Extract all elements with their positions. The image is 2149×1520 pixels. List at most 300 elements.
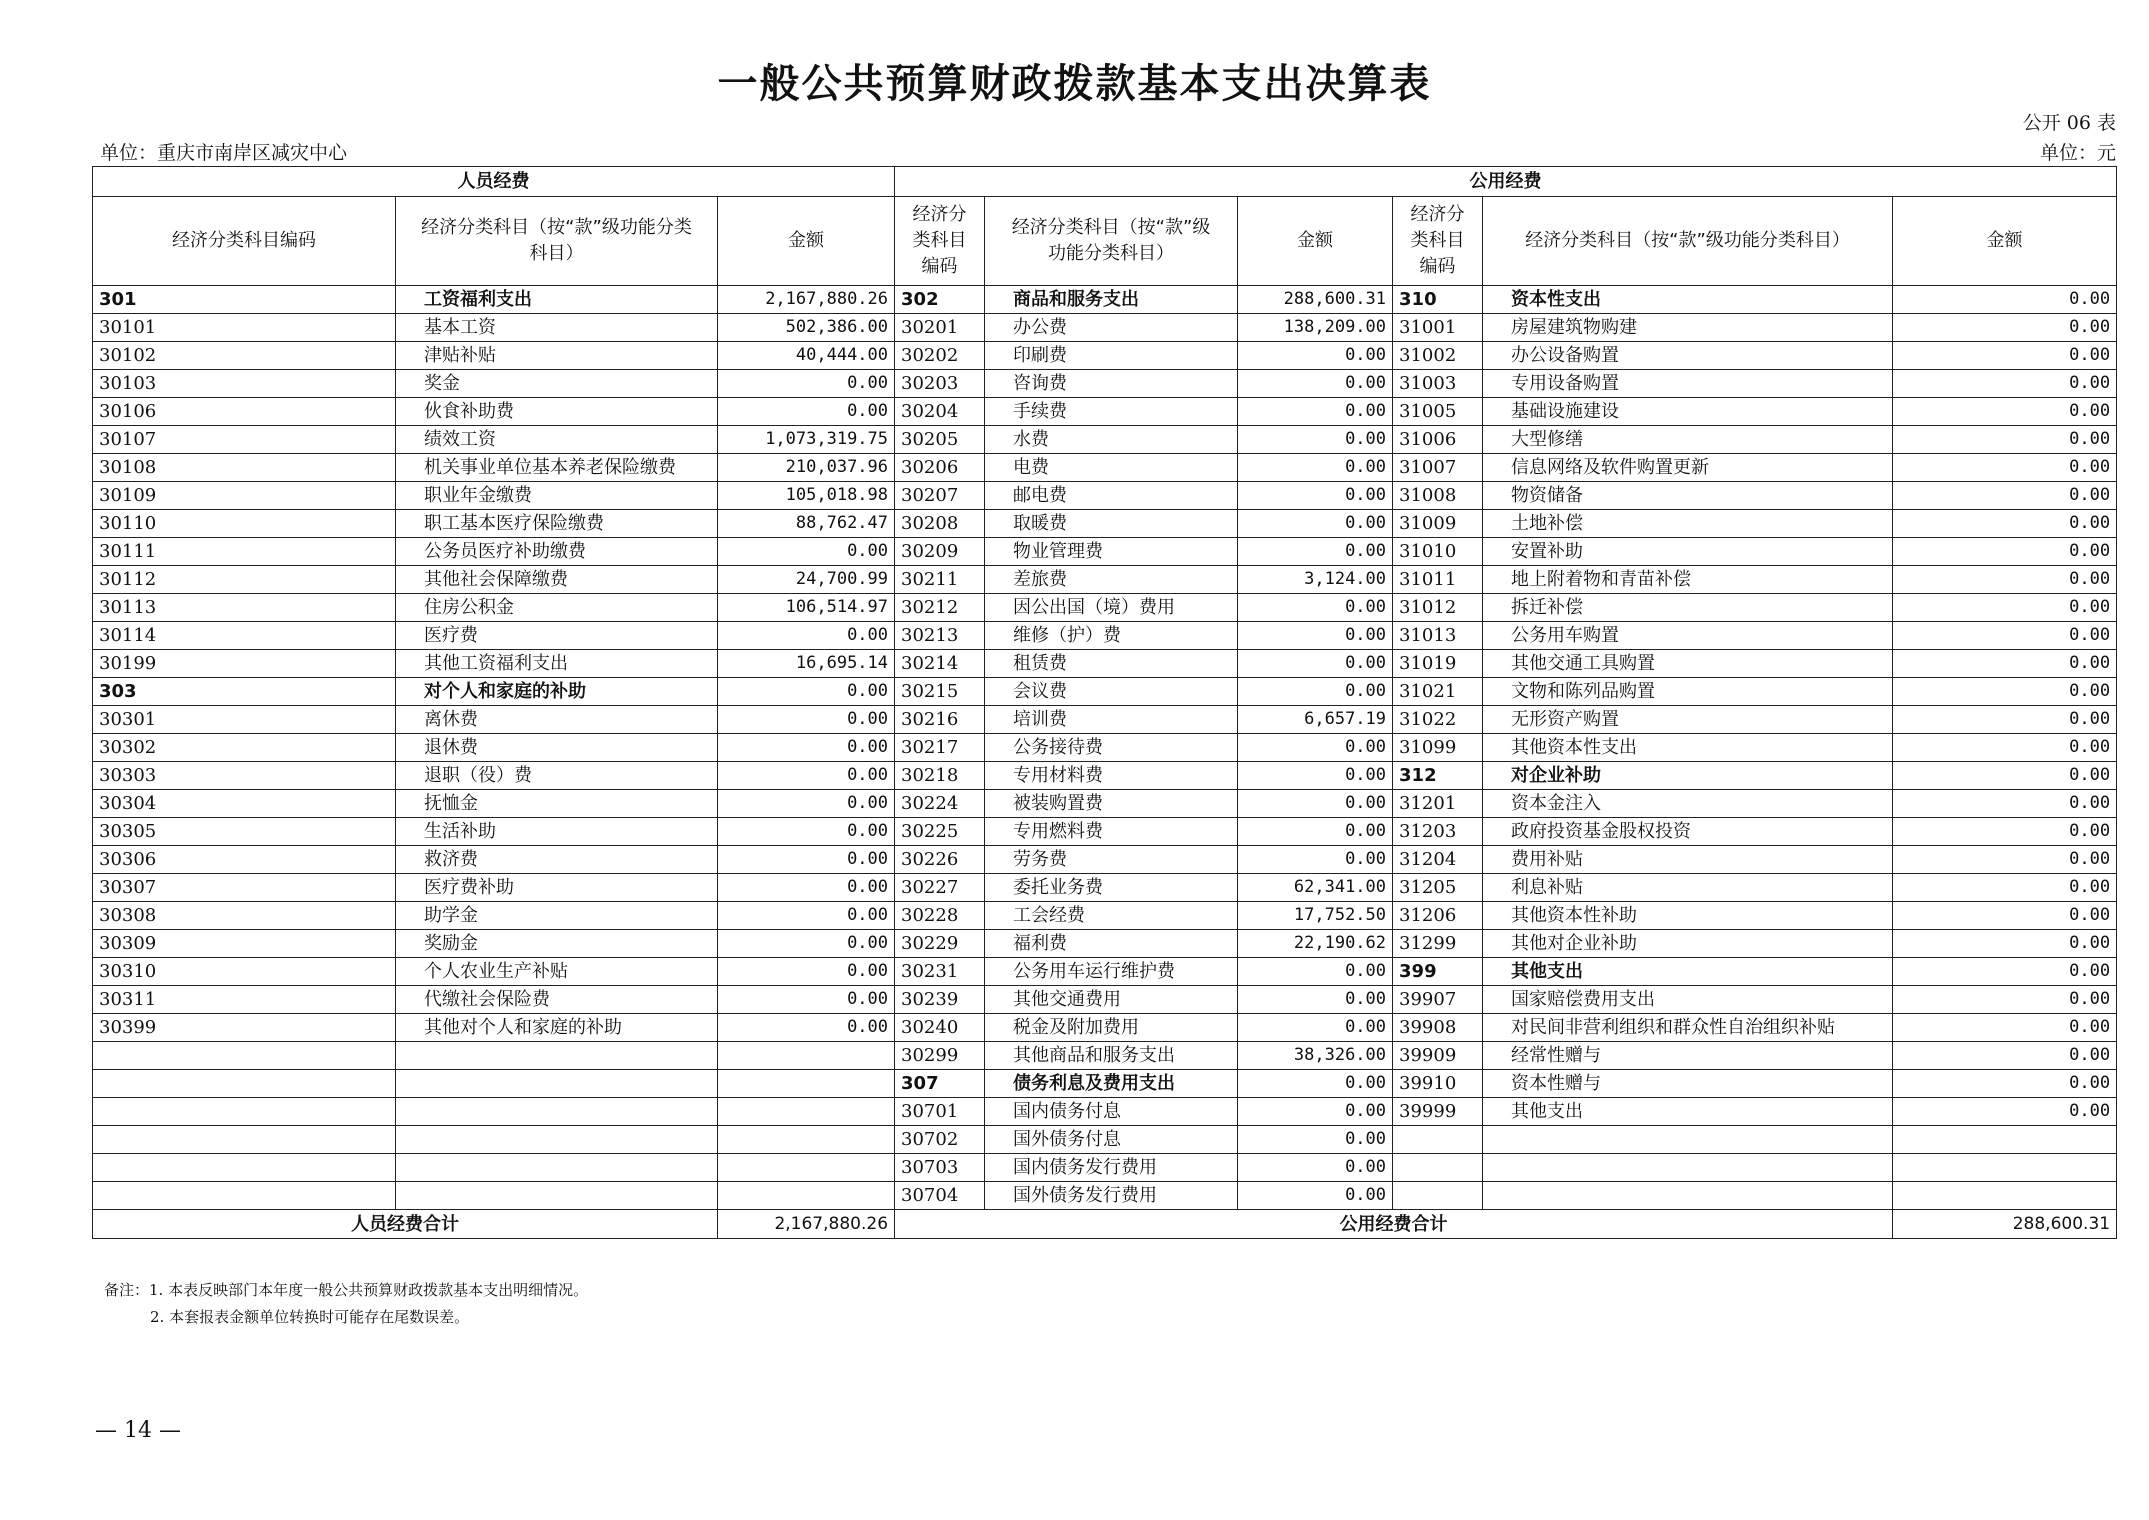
personnel-amount-cell: 0.00: [718, 930, 895, 958]
table-row: [93, 454, 2117, 482]
capital-code-cell: 31022: [1393, 706, 1483, 734]
personnel-amount-cell: 0.00: [718, 902, 895, 930]
notes: [104, 1277, 588, 1331]
table-row: [93, 706, 2117, 734]
capital-code-cell: 31002: [1393, 342, 1483, 370]
personnel-code-cell: 30111: [93, 538, 396, 566]
goods-name-cell: 国外债务付息: [985, 1126, 1238, 1154]
capital-amount-cell: 0.00: [1893, 454, 2117, 482]
personnel-amount-cell: 0.00: [718, 538, 895, 566]
table-row: [93, 678, 2117, 706]
capital-code-cell: 31010: [1393, 538, 1483, 566]
table-row: [93, 314, 2117, 342]
personnel-name-cell: 对个人和家庭的补助: [396, 678, 718, 706]
goods-name-cell: 水费: [985, 426, 1238, 454]
personnel-code-cell: 30109: [93, 482, 396, 510]
capital-name-cell: 拆迁补偿: [1483, 594, 1893, 622]
capital-name-cell: 资本性支出: [1483, 286, 1893, 314]
goods-code-cell: 30224: [895, 790, 985, 818]
table-row: [93, 1126, 2117, 1154]
goods-code-cell: 30208: [895, 510, 985, 538]
capital-code-cell: 39908: [1393, 1014, 1483, 1042]
organization-unit: 单位：重庆市南岸区减灾中心: [100, 142, 348, 164]
goods-amount-cell: 0.00: [1238, 1126, 1393, 1154]
goods-name-cell: 工会经费: [985, 902, 1238, 930]
capital-code-cell: 399: [1393, 958, 1483, 986]
goods-name-cell: 取暖费: [985, 510, 1238, 538]
header-capital-name: 经济分类科目（按“款”级功能分类科目）: [1483, 197, 1893, 286]
capital-code-cell: 312: [1393, 762, 1483, 790]
personnel-name-cell: 离休费: [396, 706, 718, 734]
header-capital-amount: 金额: [1893, 197, 2117, 286]
capital-amount-cell: 0.00: [1893, 1098, 2117, 1126]
capital-name-cell: 其他支出: [1483, 1098, 1893, 1126]
personnel-amount-cell: 0.00: [718, 398, 895, 426]
note-2: 2. 本套报表金额单位转换时可能存在尾数误差。: [150, 1308, 470, 1326]
goods-amount-cell: 0.00: [1238, 594, 1393, 622]
capital-name-cell: 安置补助: [1483, 538, 1893, 566]
personnel-code-cell: 30110: [93, 510, 396, 538]
personnel-name-cell: 助学金: [396, 902, 718, 930]
capital-amount-cell: 0.00: [1893, 314, 2117, 342]
personnel-name-cell: 伙食补助费: [396, 398, 718, 426]
goods-name-cell: 国内债务付息: [985, 1098, 1238, 1126]
goods-name-cell: 委托业务费: [985, 874, 1238, 902]
goods-amount-cell: 3,124.00: [1238, 566, 1393, 594]
capital-code-cell: 39910: [1393, 1070, 1483, 1098]
personnel-amount-cell: 502,386.00: [718, 314, 895, 342]
capital-code-cell: 31206: [1393, 902, 1483, 930]
personnel-name-cell: 津贴补贴: [396, 342, 718, 370]
capital-name-cell: 其他资本性补助: [1483, 902, 1893, 930]
goods-name-cell: 商品和服务支出: [985, 286, 1238, 314]
group-header-row: [93, 167, 2117, 197]
personnel-code-cell: 30107: [93, 426, 396, 454]
goods-amount-cell: 0.00: [1238, 1182, 1393, 1210]
goods-code-cell: 30202: [895, 342, 985, 370]
goods-amount-cell: 0.00: [1238, 398, 1393, 426]
goods-amount-cell: 0.00: [1238, 454, 1393, 482]
table-row: [93, 538, 2117, 566]
capital-code-cell: 31006: [1393, 426, 1483, 454]
goods-name-cell: 因公出国（境）费用: [985, 594, 1238, 622]
capital-amount-cell: 0.00: [1893, 762, 2117, 790]
personnel-amount-cell: 2,167,880.26: [718, 286, 895, 314]
personnel-code-cell: 30303: [93, 762, 396, 790]
personnel-name-cell: 其他社会保障缴费: [396, 566, 718, 594]
table-row: [93, 622, 2117, 650]
personnel-code-cell: 30310: [93, 958, 396, 986]
personnel-amount-cell: 0.00: [718, 1014, 895, 1042]
table-row: [93, 1042, 2117, 1070]
capital-name-cell: 基础设施建设: [1483, 398, 1893, 426]
goods-amount-cell: 0.00: [1238, 986, 1393, 1014]
goods-code-cell: 30217: [895, 734, 985, 762]
personnel-amount-cell: 24,700.99: [718, 566, 895, 594]
capital-code-cell: [1393, 1126, 1483, 1154]
goods-code-cell: 30701: [895, 1098, 985, 1126]
personnel-name-cell: 奖金: [396, 370, 718, 398]
personnel-amount-cell: [718, 1154, 895, 1182]
capital-code-cell: 31021: [1393, 678, 1483, 706]
table-row: [93, 846, 2117, 874]
personnel-amount-cell: 0.00: [718, 370, 895, 398]
goods-name-cell: 印刷费: [985, 342, 1238, 370]
goods-code-cell: 30213: [895, 622, 985, 650]
personnel-name-cell: 生活补助: [396, 818, 718, 846]
capital-name-cell: 办公设备购置: [1483, 342, 1893, 370]
totals-row: [93, 1210, 2117, 1239]
personnel-amount-cell: 0.00: [718, 678, 895, 706]
capital-amount-cell: [1893, 1154, 2117, 1182]
goods-amount-cell: 0.00: [1238, 538, 1393, 566]
public-total-label: 公用经费合计: [895, 1210, 1893, 1239]
table-row: [93, 1098, 2117, 1126]
capital-amount-cell: 0.00: [1893, 790, 2117, 818]
personnel-code-cell: 30311: [93, 986, 396, 1014]
capital-name-cell: [1483, 1182, 1893, 1210]
personnel-total-amount: 2,167,880.26: [718, 1210, 895, 1239]
personnel-code-cell: [93, 1154, 396, 1182]
capital-amount-cell: 0.00: [1893, 286, 2117, 314]
capital-code-cell: 31204: [1393, 846, 1483, 874]
goods-name-cell: 专用材料费: [985, 762, 1238, 790]
personnel-code-cell: [93, 1098, 396, 1126]
personnel-code-cell: [93, 1126, 396, 1154]
goods-amount-cell: 138,209.00: [1238, 314, 1393, 342]
capital-name-cell: 专用设备购置: [1483, 370, 1893, 398]
capital-amount-cell: 0.00: [1893, 930, 2117, 958]
goods-code-cell: 30203: [895, 370, 985, 398]
capital-name-cell: 公务用车购置: [1483, 622, 1893, 650]
capital-code-cell: 310: [1393, 286, 1483, 314]
note-1: 备注：1. 本表反映部门本年度一般公共预算财政拨款基本支出明细情况。: [104, 1281, 589, 1299]
goods-amount-cell: 6,657.19: [1238, 706, 1393, 734]
goods-code-cell: 30211: [895, 566, 985, 594]
goods-name-cell: 维修（护）费: [985, 622, 1238, 650]
capital-code-cell: 31013: [1393, 622, 1483, 650]
goods-code-cell: 30227: [895, 874, 985, 902]
personnel-code-cell: 30103: [93, 370, 396, 398]
personnel-amount-cell: [718, 1182, 895, 1210]
goods-name-cell: 公务用车运行维护费: [985, 958, 1238, 986]
capital-amount-cell: 0.00: [1893, 482, 2117, 510]
capital-code-cell: 31009: [1393, 510, 1483, 538]
goods-amount-cell: 62,341.00: [1238, 874, 1393, 902]
personnel-amount-cell: 0.00: [718, 958, 895, 986]
goods-code-cell: 30231: [895, 958, 985, 986]
capital-amount-cell: 0.00: [1893, 958, 2117, 986]
personnel-name-cell: [396, 1126, 718, 1154]
table-row: [93, 370, 2117, 398]
capital-amount-cell: 0.00: [1893, 426, 2117, 454]
personnel-name-cell: 公务员医疗补助缴费: [396, 538, 718, 566]
capital-amount-cell: [1893, 1182, 2117, 1210]
capital-amount-cell: 0.00: [1893, 650, 2117, 678]
personnel-name-cell: 其他对个人和家庭的补助: [396, 1014, 718, 1042]
goods-name-cell: 会议费: [985, 678, 1238, 706]
capital-name-cell: 其他对企业补助: [1483, 930, 1893, 958]
capital-name-cell: 资本性赠与: [1483, 1070, 1893, 1098]
personnel-name-cell: 基本工资: [396, 314, 718, 342]
goods-amount-cell: 0.00: [1238, 1098, 1393, 1126]
personnel-amount-cell: 0.00: [718, 706, 895, 734]
table-row: [93, 286, 2117, 314]
goods-amount-cell: 0.00: [1238, 426, 1393, 454]
goods-code-cell: 30206: [895, 454, 985, 482]
capital-amount-cell: 0.00: [1893, 594, 2117, 622]
capital-amount-cell: 0.00: [1893, 846, 2117, 874]
personnel-name-cell: 个人农业生产补贴: [396, 958, 718, 986]
goods-code-cell: 30218: [895, 762, 985, 790]
goods-amount-cell: 0.00: [1238, 1070, 1393, 1098]
capital-amount-cell: 0.00: [1893, 874, 2117, 902]
capital-amount-cell: [1893, 1126, 2117, 1154]
goods-code-cell: 30226: [895, 846, 985, 874]
personnel-name-cell: 工资福利支出: [396, 286, 718, 314]
personnel-code-cell: [93, 1182, 396, 1210]
goods-amount-cell: 38,326.00: [1238, 1042, 1393, 1070]
capital-code-cell: 31099: [1393, 734, 1483, 762]
capital-name-cell: 信息网络及软件购置更新: [1483, 454, 1893, 482]
goods-amount-cell: 0.00: [1238, 846, 1393, 874]
capital-amount-cell: 0.00: [1893, 370, 2117, 398]
capital-name-cell: 其他支出: [1483, 958, 1893, 986]
capital-code-cell: 39999: [1393, 1098, 1483, 1126]
goods-name-cell: 债务利息及费用支出: [985, 1070, 1238, 1098]
capital-name-cell: 利息补贴: [1483, 874, 1893, 902]
personnel-code-cell: 30301: [93, 706, 396, 734]
goods-name-cell: 劳务费: [985, 846, 1238, 874]
capital-name-cell: 费用补贴: [1483, 846, 1893, 874]
personnel-amount-cell: 0.00: [718, 734, 895, 762]
page-title: 一般公共预算财政拨款基本支出决算表: [717, 61, 1432, 107]
personnel-amount-cell: 210,037.96: [718, 454, 895, 482]
group-personnel: 人员经费: [93, 167, 895, 197]
page-number: — 14 —: [95, 1418, 181, 1443]
personnel-code-cell: 30199: [93, 650, 396, 678]
goods-name-cell: 电费: [985, 454, 1238, 482]
table-row: [93, 1014, 2117, 1042]
personnel-name-cell: 医疗费补助: [396, 874, 718, 902]
currency-unit: 单位：元: [2039, 142, 2116, 164]
capital-code-cell: 31007: [1393, 454, 1483, 482]
capital-amount-cell: 0.00: [1893, 398, 2117, 426]
goods-name-cell: 国内债务发行费用: [985, 1154, 1238, 1182]
personnel-code-cell: 30108: [93, 454, 396, 482]
personnel-name-cell: [396, 1182, 718, 1210]
personnel-amount-cell: 88,762.47: [718, 510, 895, 538]
capital-amount-cell: 0.00: [1893, 1014, 2117, 1042]
table-row: [93, 818, 2117, 846]
personnel-code-cell: 30113: [93, 594, 396, 622]
goods-code-cell: 30228: [895, 902, 985, 930]
goods-name-cell: 邮电费: [985, 482, 1238, 510]
capital-code-cell: 31012: [1393, 594, 1483, 622]
goods-name-cell: 被装购置费: [985, 790, 1238, 818]
table-row: [93, 790, 2117, 818]
goods-amount-cell: 0.00: [1238, 482, 1393, 510]
capital-name-cell: 国家赔偿费用支出: [1483, 986, 1893, 1014]
capital-amount-cell: 0.00: [1893, 538, 2117, 566]
goods-name-cell: 租赁费: [985, 650, 1238, 678]
personnel-amount-cell: 40,444.00: [718, 342, 895, 370]
table-row: [93, 762, 2117, 790]
personnel-code-cell: 30102: [93, 342, 396, 370]
personnel-amount-cell: [718, 1126, 895, 1154]
table-row: [93, 1070, 2117, 1098]
personnel-code-cell: 30306: [93, 846, 396, 874]
capital-name-cell: 物资储备: [1483, 482, 1893, 510]
goods-code-cell: 30204: [895, 398, 985, 426]
personnel-code-cell: 30114: [93, 622, 396, 650]
capital-code-cell: 31003: [1393, 370, 1483, 398]
personnel-code-cell: 30305: [93, 818, 396, 846]
capital-amount-cell: 0.00: [1893, 1070, 2117, 1098]
personnel-name-cell: 住房公积金: [396, 594, 718, 622]
personnel-name-cell: 其他工资福利支出: [396, 650, 718, 678]
goods-code-cell: 30239: [895, 986, 985, 1014]
goods-amount-cell: 17,752.50: [1238, 902, 1393, 930]
personnel-amount-cell: 106,514.97: [718, 594, 895, 622]
table-row: [93, 426, 2117, 454]
goods-name-cell: 手续费: [985, 398, 1238, 426]
personnel-code-cell: 301: [93, 286, 396, 314]
capital-name-cell: 其他资本性支出: [1483, 734, 1893, 762]
capital-name-cell: [1483, 1126, 1893, 1154]
personnel-amount-cell: 1,073,319.75: [718, 426, 895, 454]
header-personnel-amount: 金额: [718, 197, 895, 286]
table-row: [93, 902, 2117, 930]
goods-amount-cell: 0.00: [1238, 622, 1393, 650]
table-row: [93, 398, 2117, 426]
goods-code-cell: 30216: [895, 706, 985, 734]
goods-name-cell: 公务接待费: [985, 734, 1238, 762]
personnel-code-cell: 30399: [93, 1014, 396, 1042]
goods-code-cell: 30205: [895, 426, 985, 454]
personnel-code-cell: 30112: [93, 566, 396, 594]
capital-amount-cell: 0.00: [1893, 566, 2117, 594]
goods-amount-cell: 0.00: [1238, 678, 1393, 706]
table-row: [93, 566, 2117, 594]
goods-name-cell: 税金及附加费用: [985, 1014, 1238, 1042]
goods-name-cell: 国外债务发行费用: [985, 1182, 1238, 1210]
capital-code-cell: 31203: [1393, 818, 1483, 846]
personnel-name-cell: 绩效工资: [396, 426, 718, 454]
table-row: [93, 342, 2117, 370]
table-row: [93, 874, 2117, 902]
capital-name-cell: 房屋建筑物购建: [1483, 314, 1893, 342]
capital-name-cell: 土地补偿: [1483, 510, 1893, 538]
capital-code-cell: [1393, 1154, 1483, 1182]
personnel-amount-cell: [718, 1098, 895, 1126]
capital-amount-cell: 0.00: [1893, 622, 2117, 650]
personnel-name-cell: [396, 1154, 718, 1182]
goods-amount-cell: 0.00: [1238, 1014, 1393, 1042]
personnel-amount-cell: 0.00: [718, 762, 895, 790]
personnel-name-cell: [396, 1042, 718, 1070]
header-personnel-name: 经济分类科目（按“款”级功能分类科目）: [396, 197, 718, 286]
goods-code-cell: 30207: [895, 482, 985, 510]
goods-amount-cell: 288,600.31: [1238, 286, 1393, 314]
goods-name-cell: 咨询费: [985, 370, 1238, 398]
goods-code-cell: 30703: [895, 1154, 985, 1182]
capital-code-cell: 31005: [1393, 398, 1483, 426]
capital-name-cell: 资本金注入: [1483, 790, 1893, 818]
personnel-code-cell: 30101: [93, 314, 396, 342]
personnel-name-cell: 职业年金缴费: [396, 482, 718, 510]
capital-code-cell: 31011: [1393, 566, 1483, 594]
personnel-name-cell: 奖励金: [396, 930, 718, 958]
table-row: [93, 650, 2117, 678]
personnel-code-cell: [93, 1070, 396, 1098]
table-row: [93, 482, 2117, 510]
header-capital-code: 经济分类科目编码: [1393, 197, 1483, 286]
personnel-name-cell: 代缴社会保险费: [396, 986, 718, 1014]
table-row: [93, 1182, 2117, 1210]
goods-name-cell: 专用燃料费: [985, 818, 1238, 846]
goods-name-cell: 物业管理费: [985, 538, 1238, 566]
capital-code-cell: 39909: [1393, 1042, 1483, 1070]
personnel-amount-cell: [718, 1070, 895, 1098]
personnel-name-cell: 退休费: [396, 734, 718, 762]
capital-amount-cell: 0.00: [1893, 1042, 2117, 1070]
capital-code-cell: 31008: [1393, 482, 1483, 510]
table-row: [93, 986, 2117, 1014]
personnel-name-cell: 退职（役）费: [396, 762, 718, 790]
capital-code-cell: 31001: [1393, 314, 1483, 342]
goods-amount-cell: 0.00: [1238, 650, 1393, 678]
table-number: 公开 06 表: [2022, 112, 2116, 134]
capital-amount-cell: 0.00: [1893, 342, 2117, 370]
capital-amount-cell: 0.00: [1893, 818, 2117, 846]
header-goods-code: 经济分类科目编码: [895, 197, 985, 286]
table-row: [93, 594, 2117, 622]
capital-code-cell: [1393, 1182, 1483, 1210]
table-row: [93, 930, 2117, 958]
personnel-code-cell: 30302: [93, 734, 396, 762]
capital-code-cell: 31299: [1393, 930, 1483, 958]
header-goods-name: 经济分类科目（按“款”级功能分类科目）: [985, 197, 1238, 286]
goods-amount-cell: 0.00: [1238, 510, 1393, 538]
goods-amount-cell: 0.00: [1238, 818, 1393, 846]
capital-amount-cell: 0.00: [1893, 734, 2117, 762]
group-public: 公用经费: [895, 167, 2117, 197]
goods-name-cell: 差旅费: [985, 566, 1238, 594]
personnel-name-cell: 职工基本医疗保险缴费: [396, 510, 718, 538]
header-personnel-code: 经济分类科目编码: [93, 197, 396, 286]
goods-code-cell: 30201: [895, 314, 985, 342]
goods-amount-cell: 0.00: [1238, 1154, 1393, 1182]
personnel-amount-cell: [718, 1042, 895, 1070]
personnel-code-cell: [93, 1042, 396, 1070]
personnel-name-cell: 医疗费: [396, 622, 718, 650]
goods-name-cell: 办公费: [985, 314, 1238, 342]
personnel-code-cell: 30308: [93, 902, 396, 930]
capital-name-cell: [1483, 1154, 1893, 1182]
goods-code-cell: 30212: [895, 594, 985, 622]
column-header-row: [93, 197, 2117, 286]
capital-code-cell: 31201: [1393, 790, 1483, 818]
goods-code-cell: 302: [895, 286, 985, 314]
goods-code-cell: 30229: [895, 930, 985, 958]
personnel-name-cell: [396, 1098, 718, 1126]
table-row: [93, 734, 2117, 762]
personnel-code-cell: 303: [93, 678, 396, 706]
goods-code-cell: 30704: [895, 1182, 985, 1210]
personnel-amount-cell: 16,695.14: [718, 650, 895, 678]
goods-amount-cell: 0.00: [1238, 370, 1393, 398]
